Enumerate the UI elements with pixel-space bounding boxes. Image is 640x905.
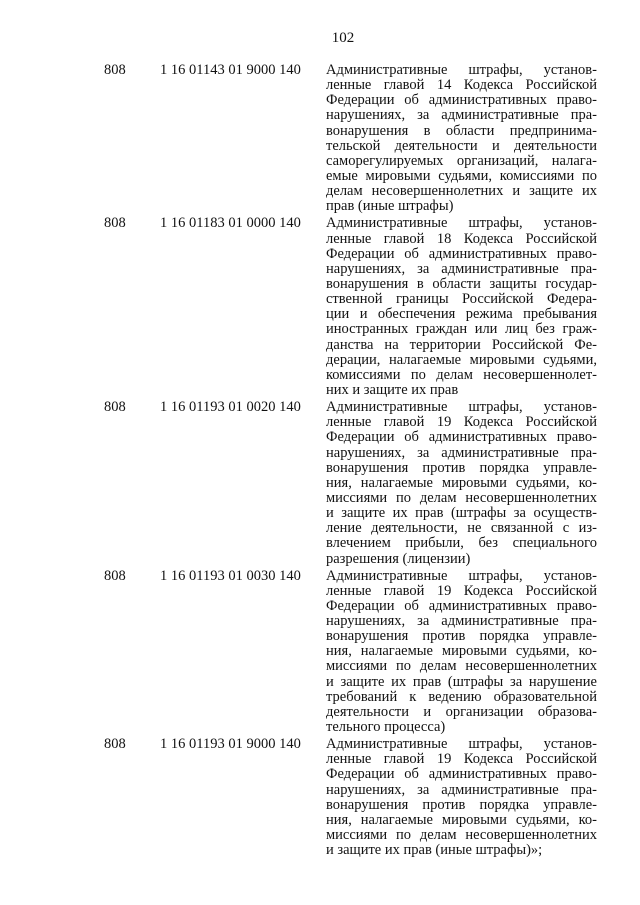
description-line: тельской деятельности и деятельности [326,137,597,154]
description-line: и защите их прав (иные штрафы)»; [326,842,543,859]
row-description [326,737,597,858]
table-row [0,737,640,858]
description-line: Федерации об административных право- [326,597,597,614]
description-line: вонарушения в области защиты государ- [326,275,597,292]
description-line: ния, налагаемые мировыми судьями, ко- [326,811,597,828]
admin-code: 808 [104,567,126,584]
description-line: вонарушения против порядка управле- [326,796,597,813]
kbk-code: 1 16 01143 01 9000 140 [160,62,301,78]
description-line: тельного процесса) [326,719,446,736]
description-line: Административные штрафы, установ- [326,215,597,232]
kbk-code: 1 16 01193 01 0030 140 [160,567,301,584]
table-row [0,569,640,736]
description-line: ленные главой 19 Кодекса Российской [326,414,597,431]
description-line: ния, налагаемые мировыми судьями, ко- [326,474,597,491]
description-line: миссиями по делам несовершеннолетних [326,489,597,506]
description-line: данства на территории Российской Фе- [326,336,597,353]
description-line: емые мировыми судьями, комиссиями по [326,167,597,184]
description-line: дерации, налагаемые мировыми судьями, [326,351,597,368]
description-line: Федерации об административных право- [326,245,597,262]
description-line: нарушениях, за административные пра- [326,781,597,798]
kbk-code: 1 16 01183 01 0000 140 [160,215,301,232]
kbk-code: 1 16 01193 01 0020 140 [160,399,301,416]
table-row [0,400,640,567]
admin-code: 808 [104,736,126,753]
description-line: нарушениях, за административные пра- [326,613,597,630]
description-line: вонарушения против порядка управле- [326,628,597,645]
page-number: 102 [331,30,355,46]
description-line: ленные главой 14 Кодекса Российской [326,77,597,94]
row-description [326,400,597,567]
table-row [0,63,640,214]
admin-code: 808 [104,215,126,232]
description-line: влечением прибыли, без специального [326,535,597,552]
description-line: миссиями по делам несовершеннолетних [326,658,597,675]
description-line: Федерации об административных право- [326,92,597,109]
row-description [326,216,597,398]
description-line: Административные штрафы, установ- [326,399,597,416]
description-line: Административные штрафы, установ- [326,736,597,753]
description-line: ции и обеспечения режима пребывания [326,306,597,323]
description-line: вонарушения в области предпринима- [326,122,597,139]
row-description [326,63,597,214]
description-line: Административные штрафы, установ- [326,567,597,584]
description-line: и защите их прав (штрафы за нарушение [326,673,597,690]
description-line: миссиями по делам несовершеннолетних [326,827,597,844]
kbk-code: 1 16 01193 01 9000 140 [160,736,301,753]
table-row [0,216,640,398]
description-line: ственной границы Российской Федера- [326,291,597,308]
admin-code: 808 [104,399,126,416]
description-line: ния, налагаемые мировыми судьями, ко- [326,643,597,660]
description-line: делам несовершеннолетних и защите их [326,183,597,200]
row-description [326,569,597,736]
admin-code: 808 [104,62,126,78]
description-line: Федерации об административных право- [326,766,597,783]
description-line: ление деятельности, не связанной с из- [326,520,597,537]
description-line: прав (иные штрафы) [326,198,454,215]
description-line: иностранных граждан или лиц без граж- [326,321,597,338]
description-line: требований к ведению образовательной [326,688,597,705]
description-line: них и защите их прав [326,381,459,398]
description-line: нарушениях, за административные пра- [326,444,597,461]
description-line: разрешения (лицензии) [326,550,471,567]
description-line: саморегулируемых организаций, налага- [326,152,597,169]
description-line: деятельности и организации образова- [326,703,597,720]
description-line: нарушениях, за административные пра- [326,107,597,124]
description-line: нарушениях, за административные пра- [326,260,597,277]
description-line: ленные главой 18 Кодекса Российской [326,230,597,247]
description-line: Федерации об административных право- [326,429,597,446]
description-line: комиссиями по делам несовершеннолет- [326,366,597,383]
description-line: вонарушения против порядка управле- [326,459,597,476]
description-line: ленные главой 19 Кодекса Российской [326,582,597,599]
description-line: Административные штрафы, установ- [326,62,597,78]
description-line: ленные главой 19 Кодекса Российской [326,751,597,768]
budget-codes-table [0,63,640,860]
description-line: и защите их прав (штрафы за осуществ- [326,505,597,522]
